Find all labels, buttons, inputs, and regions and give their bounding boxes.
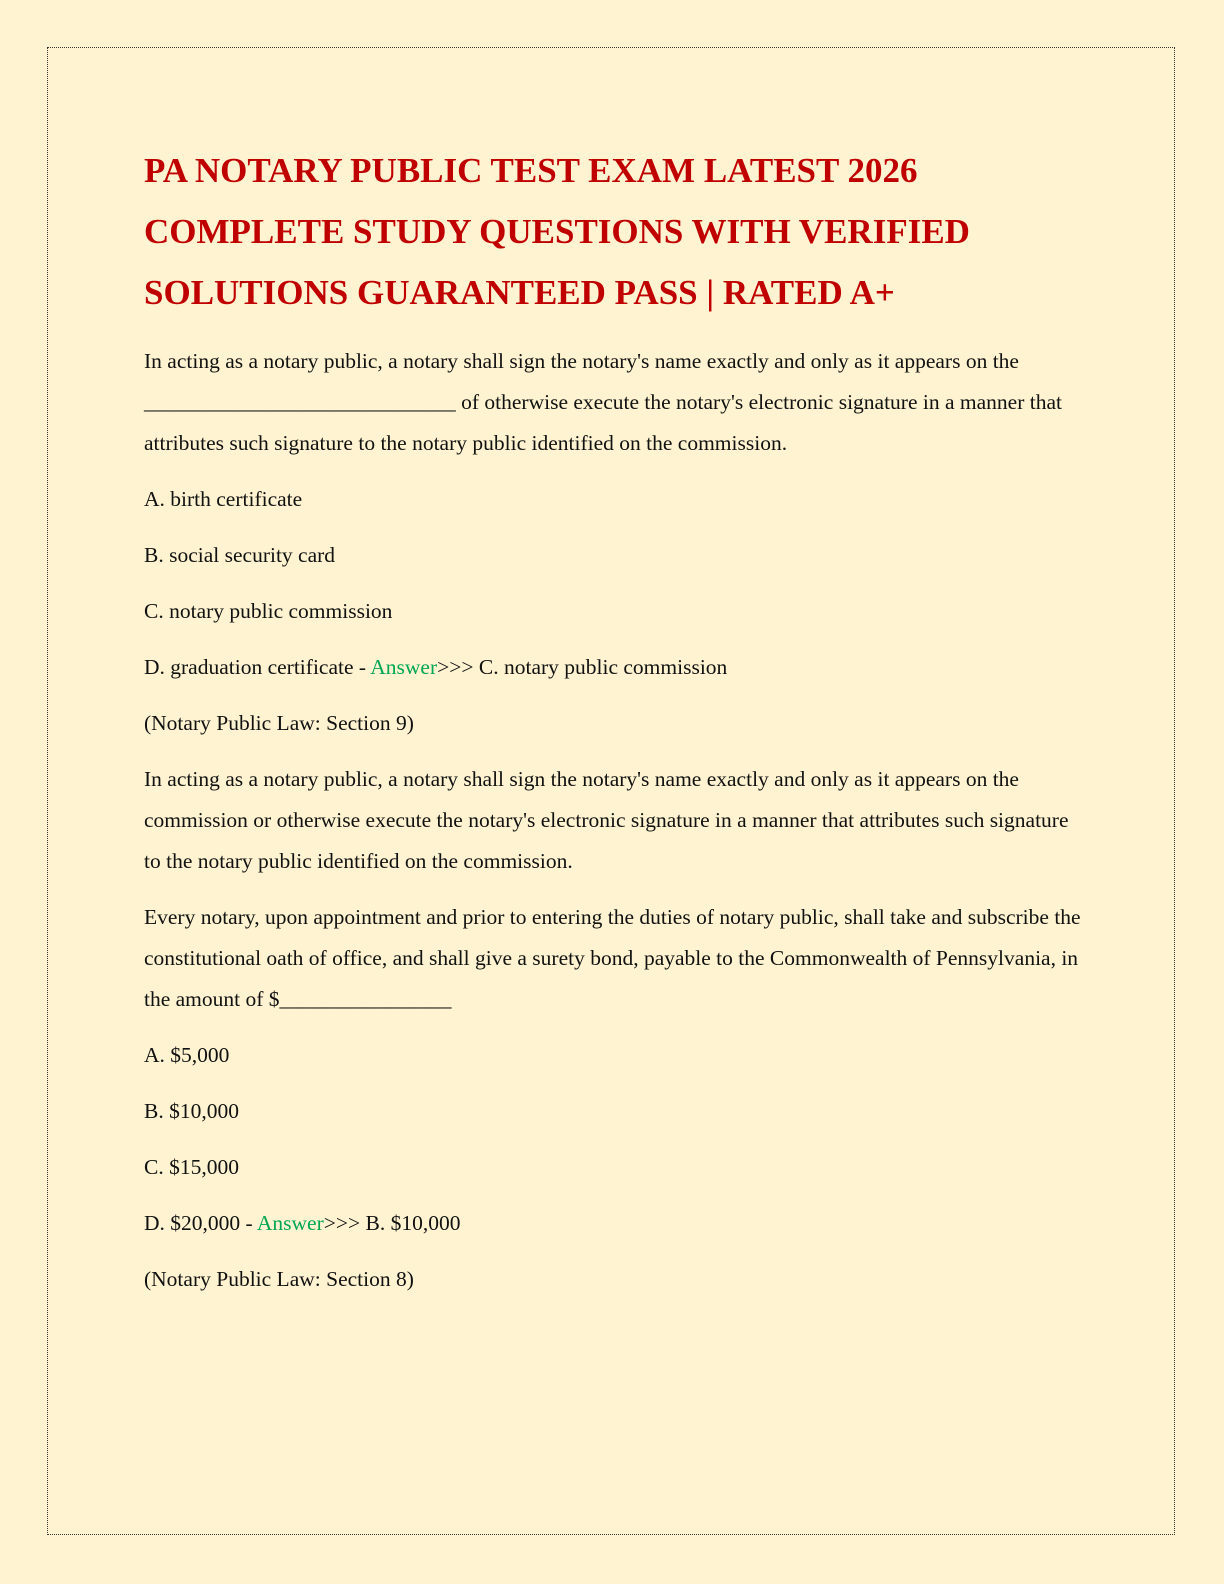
law-reference: (Notary Public Law: Section 9) (144, 711, 414, 735)
answer-text: >>> B. $10,000 (323, 1211, 461, 1235)
question-text: In acting as a notary public, a notary shall sign the notary's name exactly and only as it appears on the _____________________________ of otherwise execute the notary's electronic signature in a manner that attributes such signature to the notary public identified on the commission. (144, 349, 1062, 455)
document-body (144, 140, 1084, 1315)
option-b: B. $10,000 (144, 1099, 239, 1123)
law-reference: (Notary Public Law: Section 8) (144, 1267, 414, 1291)
question-block-1 (144, 341, 1084, 882)
explanation-text: In acting as a notary public, a notary shall sign the notary's name exactly and only as it appears on the commission or otherwise execute the notary's electronic signature in a manner that attributes such signature to the notary public identified on the commission. (144, 767, 1069, 873)
answer-label: Answer (370, 655, 438, 679)
option-c: C. $15,000 (144, 1155, 239, 1179)
question-block-2 (144, 897, 1084, 1300)
option-d-with-answer (144, 1203, 1084, 1244)
option-a: A. $5,000 (144, 1043, 230, 1067)
question-text: Every notary, upon appointment and prior to entering the duties of notary public, shall take and subscribe the constitutional oath of office, and shall give a surety bond, payable to the Commonwealth of Pennsylvania, in the amount of $________________ (144, 905, 1081, 1011)
answer-label: Answer (256, 1211, 324, 1235)
answer-text: >>> C. notary public commission (437, 655, 728, 679)
option-d-with-answer (144, 647, 1084, 688)
option-c: C. notary public commission (144, 599, 393, 623)
option-d: D. graduation certificate - (144, 655, 371, 679)
option-a: A. birth certificate (144, 487, 303, 511)
option-d: D. $20,000 - (144, 1211, 257, 1235)
option-b: B. social security card (144, 543, 336, 567)
document-title: PA NOTARY PUBLIC TEST EXAM LATEST 2026 COMPLETE STUDY QUESTIONS WITH VERIFIED SOLUTIONS GUARANTEED PASS | RATED A+ (144, 151, 970, 312)
